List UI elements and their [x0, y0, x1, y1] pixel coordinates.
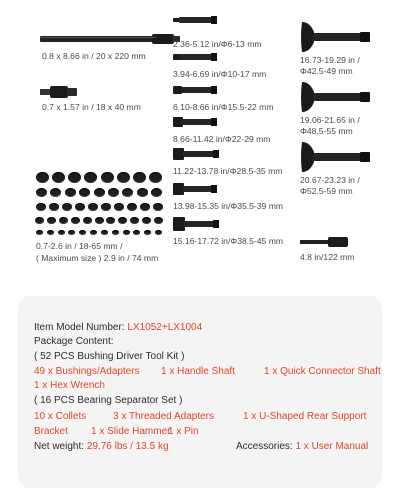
- accessories-line: [236, 441, 368, 452]
- bushing: [79, 230, 86, 235]
- kit1-title: ( 52 PCS Bushing Driver Tool Kit ): [34, 351, 185, 362]
- bushing: [149, 172, 162, 183]
- bushing: [50, 188, 61, 197]
- bushing: [118, 217, 127, 224]
- bushing: [47, 230, 54, 235]
- bushing: [36, 188, 47, 197]
- bushing: [114, 203, 124, 211]
- large-collet-diameter-label: Φ48.5-55 mm: [300, 126, 353, 136]
- bushing: [133, 172, 146, 183]
- bushing: [36, 172, 49, 183]
- bushing: [68, 230, 75, 235]
- bushing: [35, 217, 44, 224]
- bushing: [94, 188, 105, 197]
- short-shaft-size-label: 0.7 x 1.57 in / 18 x 40 mm: [42, 102, 141, 112]
- bushing: [59, 217, 68, 224]
- kit2-item-1: 10 x Collets: [34, 411, 87, 422]
- large-collet-image: [300, 140, 372, 174]
- bushing: [62, 203, 72, 211]
- model-number-value: LX1052+LX1004: [127, 322, 203, 333]
- bushing: [71, 217, 80, 224]
- bushing: [83, 217, 92, 224]
- bushing: [117, 172, 130, 183]
- spec-card: [18, 296, 382, 488]
- large-collet-image: [300, 80, 372, 114]
- bushing: [127, 203, 137, 211]
- bushing: [52, 172, 65, 183]
- kit1-item-4: 1 x Hex Wrench: [34, 380, 105, 391]
- large-collet-size-label: 20.67-23.23 in /: [300, 175, 360, 185]
- bushing: [101, 203, 111, 211]
- collet-image: [173, 49, 223, 65]
- kit2-item-5: 1 x Slide Hammer: [91, 426, 171, 437]
- bushing: [106, 217, 115, 224]
- collet-size-label: 13.98-15.35 in/Φ35.5-39 mm: [173, 201, 284, 211]
- bushing: [112, 230, 119, 235]
- large-collet-size-label: 19.06-21.65 in /: [300, 115, 360, 125]
- kit2-title: ( 16 PCS Bearing Separator Set ): [34, 395, 183, 406]
- kit1-item-3: 1 x Quick Connector Shaft: [264, 366, 381, 377]
- model-number-line: [34, 322, 202, 334]
- collet-image: [173, 216, 223, 232]
- bushing: [137, 188, 148, 197]
- bushing: [151, 188, 162, 197]
- large-collet-size-label: 16.73-19.29 in /: [300, 55, 360, 65]
- collet-size-label: 6.10-8.66 in/Φ15.5-22 mm: [173, 102, 274, 112]
- kit2-item-2: 3 x Threaded Adapters: [113, 411, 214, 422]
- bushing: [123, 230, 130, 235]
- collet-image: [173, 146, 223, 162]
- bushing: [133, 230, 140, 235]
- bushing: [142, 217, 151, 224]
- collet-size-label: 15.16-17.72 in/Φ38.5-45 mm: [173, 236, 284, 246]
- bushing: [36, 230, 43, 235]
- bushing: [144, 230, 151, 235]
- model-number-label: Item Model Number:: [34, 322, 128, 333]
- collet-image: [173, 12, 223, 28]
- hex-wrench-image: [300, 236, 350, 248]
- kit1-item-2: 1 x Handle Shaft: [161, 366, 235, 377]
- long-shaft-size-label: 0.8 x 8.66 in / 20 x 220 mm: [42, 51, 146, 61]
- collet-size-label: 8.66-11.42 in/Φ22-29 mm: [173, 134, 271, 144]
- large-collet-diameter-label: Φ52.5-59 mm: [300, 186, 353, 196]
- bushing: [58, 230, 65, 235]
- bushing: [36, 203, 46, 211]
- bushing: [140, 203, 150, 211]
- collet-image: [173, 181, 223, 197]
- long-handle-shaft-image: [40, 32, 180, 46]
- bushing: [154, 217, 163, 224]
- large-collet-image: [300, 20, 372, 54]
- collet-size-label: 3.94-6.69 in/Φ10-17 mm: [173, 69, 267, 79]
- quick-connector-shaft-image: [40, 84, 80, 100]
- large-collet-diameter-label: Φ42.5-49 mm: [300, 66, 353, 76]
- kit2-item-4: Bracket: [34, 426, 68, 437]
- bushing: [108, 188, 119, 197]
- bushing: [49, 203, 59, 211]
- collet-size-label: 11.22-13.78 in/Φ28.5-35 mm: [173, 166, 283, 176]
- bushing: [84, 172, 97, 183]
- bushing: [101, 230, 108, 235]
- bushing: [75, 203, 85, 211]
- bushings-group-image: [34, 172, 164, 240]
- net-weight-label: Net weight:: [34, 441, 87, 452]
- bushing: [90, 230, 97, 235]
- collet-image: [173, 82, 223, 98]
- bushing: [68, 172, 81, 183]
- net-weight-line: [34, 441, 169, 453]
- collet-image: [173, 114, 223, 130]
- bushing: [101, 172, 114, 183]
- bushing: [47, 217, 56, 224]
- accessories-value: 1 x User Manual: [295, 441, 369, 452]
- bushing: [155, 230, 162, 235]
- accessories-label: Accessories:: [236, 441, 296, 452]
- bushings-size-label-2: ( Maximum size ) 2.9 in / 74 mm: [36, 253, 159, 263]
- bushing: [65, 188, 76, 197]
- bushing: [95, 217, 104, 224]
- hex-wrench-size-label: 4.8 in/122 mm: [300, 252, 355, 262]
- kit1-item-1: 49 x Bushings/Adapters: [34, 366, 140, 377]
- kit2-item-6: 1 x Pin: [168, 426, 199, 437]
- kit2-item-3: 1 x U-Shaped Rear Support: [243, 411, 367, 422]
- net-weight-value: 29.76 lbs / 13.5 kg: [86, 441, 169, 452]
- bushing: [88, 203, 98, 211]
- collet-size-label: 2.36-5.12 in/Φ6-13 mm: [173, 39, 262, 49]
- package-content-heading: Package Content:: [34, 336, 114, 347]
- bushing: [79, 188, 90, 197]
- bushing: [122, 188, 133, 197]
- bushing: [130, 217, 139, 224]
- bushings-size-label-1: 0.7-2.6 in / 18-65 mm /: [36, 241, 123, 251]
- bushing: [153, 203, 163, 211]
